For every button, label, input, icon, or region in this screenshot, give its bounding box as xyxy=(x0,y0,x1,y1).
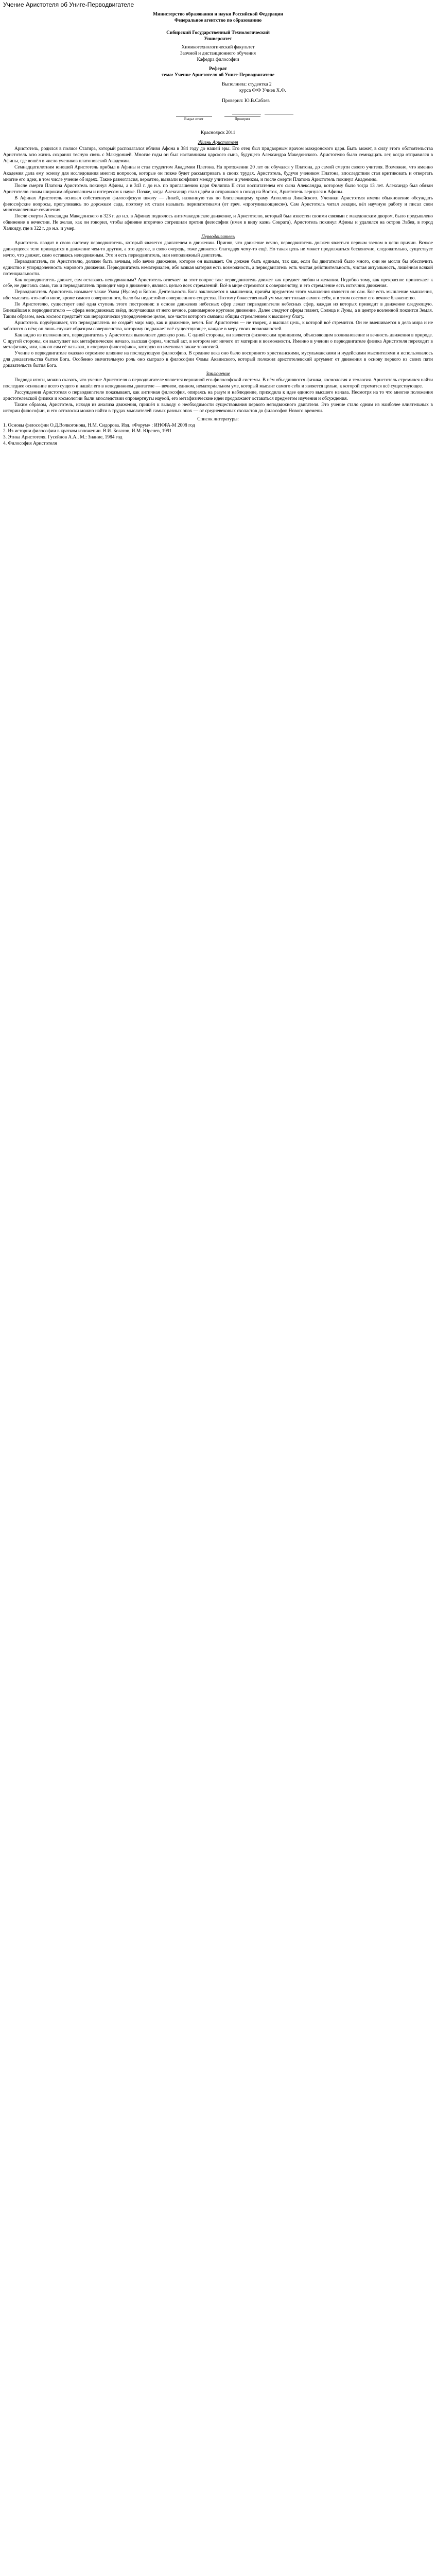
course-label: курса xyxy=(239,88,251,93)
study-form: Заочной и дистанционного обучения xyxy=(180,51,256,56)
paragraph: Как перводвигатель движет, сам оставаясь неподвижным? Аристотель отвечает на этот вопрос так: перводвигатель движет как предмет любви и желания. Подобно тому, как прекрасное привлекает к себе, не двигаясь само, так и перводвигатель приводит мир в движение, являясь целью всех стремлений. Всё в мире стремится к совершенству, и это стремление есть источник движения. xyxy=(3,277,433,289)
paragraph: Аристотель подчёркивает, что перводвигатель не создаёт мир: мир, как и движение, вечен. Бог Аристотеля — не творец, а высшая цель, к которой всё стремится. Он не вмешивается в дела мира и не заботится о нём; он лишь служит образцом совершенства, которому подражает всё существующее, каждое в меру своих возможностей. xyxy=(3,320,433,332)
paragraph: Перводвигатель Аристотель называет также Умом (Нусом) и Богом. Деятельность Бога заключается в мышлении, причём предметом этого мышления является он сам. Бог есть мышление мышления, ибо мыслить что-либо иное, кроме самого совершенного, было бы недостойно совершенного существа. Поэтому божественный ум мыслит только самого себя, и в этом состоит его вечное блаженство. xyxy=(3,290,433,301)
title-page xyxy=(3,11,433,78)
paragraph: Рассуждения Аристотеля о перводвигателе показывают, как античная философия, опираясь на разум и наблюдение, приходила к идее единого высшего начала. Несмотря на то что многие положения аристотелевской физики и космологии были впоследствии опровергнуты наукой, его метафизические идеи продолжают оставаться предметом изучения и обсуждения. xyxy=(3,389,433,401)
paragraph: Аристотель, родился в полисе Стагира, который располагался вблизи Афона в 384 году до нашей эры. Его отец был придворным врачом македонского царя. Быть может, в силу этого обстоятельства Аристотель всю жизнь сохранял тесную связь с Македонией. Многие годы он был наставником царского сына, будущего Александра Македонского. Аристотелю было семнадцать лет, когда отправился в Афины, где вошёл в число учеников платоновской Академии. xyxy=(3,146,433,164)
sign-caption-2: Проверил xyxy=(224,116,260,121)
ministry-line-2: Федеральное агентство по образованию xyxy=(174,18,262,23)
section-heading: Перводвигатель xyxy=(201,234,235,240)
section-life xyxy=(3,140,433,232)
section-heading: Заключение xyxy=(206,371,230,377)
paragraph: После смерти Александра Македонского в 323 г. до н.э. в Афинах поднялось антимакедонское движение, и Аристотелю, который был известен своими связями с македонским двором, было предъявлено обвинение в нечестии. Не желая, как он говорил, чтобы афиняне вторично согрешили против философии (имея в виду казнь Сократа), Аристотель покинул Афины и удалился на остров Эвбея, в город Халкиду, где в 322 г. до н.э. и умер. xyxy=(3,214,433,232)
group: Ф/Ф Учиев Х.Ф. xyxy=(252,88,286,93)
signature-captions xyxy=(3,116,433,121)
paragraph: Перводвигатель, по Аристотелю, должен быть вечным, ибо вечно движение, которое он вызывает. Он должен быть единым, так как, если бы двигателей было много, они не могли бы обеспечить единство и упорядоченность мирового движения. Перводвигатель нематериален, ибо всякая материя есть возможность, а перводвигатель есть чистая действительность, чистая актуальность, лишённая всякой потенциальности. xyxy=(3,259,433,277)
section-conclusion xyxy=(3,371,433,414)
references-section xyxy=(3,417,433,448)
doc-type: Реферат xyxy=(209,66,227,72)
sign-caption-1: Выдал ответ xyxy=(176,116,212,121)
paragraph: Подводя итоги, можно сказать, что учение Аристотеля о перводвигателе является вершиной его философской системы. В нём объединяются физика, космология и теология. Аристотель стремился найти последнее основание всего сущего и нашёл его в неподвижном двигателе — вечном, едином, нематериальном уме, который мыслит самого себя и является целью, к которой стремится всё существующее. xyxy=(3,378,433,389)
paragraph: В Афинах Аристотель основал собственную философскую школу — Ликей, названную так по близлежащему храму Аполлона Ликейского. Ученики Аристотеля имели обыкновение обсуждать философские вопросы, прогуливаясь по дорожкам сада, поэтому их стали называть перипатетиками (от греч. «прогуливающиеся»). Сам Аристотель читал лекции, вёл научную работу и писал свои многочисленные сочинения. xyxy=(3,195,433,213)
university-line-2: Университет xyxy=(204,37,232,42)
references-list xyxy=(3,423,433,448)
faculty: Химикотехнологический факультет xyxy=(181,45,255,50)
signature-line-1 xyxy=(232,109,261,114)
signature-line-2 xyxy=(265,109,293,114)
reference-item: 1. Основы философии О.Д.Волкогонова, Н.М. Сидорова. Изд. «Форум» : ИНФРА-М 2008 год xyxy=(3,422,195,428)
department: Кафедра философии xyxy=(197,57,239,62)
paragraph: Как видно из изложенного, перводвигатель у Аристотеля выполняет двоякую роль. С одной стороны, он является физическим принципом, объясняющим возникновение и вечность движения в природе. С другой стороны, он выступает как метафизическое начало, высшая форма, чистый акт, в котором нет ничего от материи и возможности. Именно в учении о перводвигателе физика Аристотеля переходит в метафизику, или, как он сам её называл, в «первую философию», которую он именовал также теологией. xyxy=(3,332,433,350)
paragraph: Семнадцатилетним юношей Аристотель прибыл в Афины и стал студентом Академии Платона. На протяжении 20 лет он обучался у Платона, до самой смерти своего учителя. Возможно, что именно Академия дала ему основу для исследования многих вопросов, которые он позже будет рассматривать в своих трудах. Аристотель, будучи учеником Платона, впоследствии стал критиковать и отвергать многие его идеи, в том числе учение об идеях. Такие разногласия, вероятно, вызвали конфликт между учителем и учеником, и после смерти Платона Аристотель покинул Академию. xyxy=(3,165,433,182)
paragraph: Учение о перводвигателе оказало огромное влияние на последующую философию. В средние века оно было воспринято христианскими, мусульманскими и иудейскими мыслителями и использовалось для доказательства бытия Бога. Особенно значительную роль оно сыграло в философии Фомы Аквинского, который положил аристотелевский аргумент от движения в основу первого из своих пяти доказательств бытия Бога. xyxy=(3,351,433,369)
paragraph: После смерти Платона Аристотель покинул Афины, а в 343 г. до н.э. по приглашению царя Филиппа II стал воспитателем его сына Александра, которому было тогда 13 лет. Александр был обязан Аристотелю своим широким образованием и интересом к науке. Позже, когда Александр стал царём и отправился в поход на Восток, Аристотель вернулся в Афины. xyxy=(3,183,433,195)
city-year: Красноярск 2011 xyxy=(200,130,236,135)
references-heading: Список литературы: xyxy=(197,416,239,422)
university-line-1: Сибирский Государственный Технологический xyxy=(166,30,270,36)
section-heading: Жизнь Аристотеля xyxy=(198,140,238,146)
paragraph: По Аристотелю, существует ещё одна ступень этого построения: в основе движения небесных сфер лежат перводвигатели небесных сфер, каждая из которых приводит в движение следующую. Ближайшая к перводвигателю — сфера неподвижных звёзд, получающая от него вечное, равномерное круговое движение. Далее следуют сферы планет, Солнца и Луны, а в центре вселенной покоится Земля. Таким образом, весь космос предстаёт как иерархически упорядоченное целое, все части которого связаны общим стремлением к высшему благу. xyxy=(3,302,433,319)
paragraph: Аристотель вводит в свою систему перводвигатель, который является двигателем в движении. Приняв, что движение вечно, перводвигатель должен являться первым звеном в цепи причин. Всякое движущееся тело приводится в движение чем-то другим, а это другое, в свою очередь, тоже движется благодаря чему-то ещё. Но такая цепь не может продолжаться бесконечно, следовательно, существует нечто, что движет, само оставаясь неподвижным. Это и есть перводвигатель, или неподвижный двигатель. xyxy=(3,241,433,258)
ministry-line-1: Министерство образования и науки Российской Федерации xyxy=(153,12,283,17)
reference-item: 2. Из истории философии в кратком изложении. В.И. Богатов, И.М. Юренев, 1991 xyxy=(3,429,172,434)
reference-item: 4. Философия Аристотеля xyxy=(3,441,57,447)
section-prime-mover xyxy=(3,234,433,369)
checked-by: Проверил: Ю.В.Саблев xyxy=(222,98,270,104)
paragraph: Таким образом, Аристотель, исходя из анализа движения, пришёл к выводу о необходимости существования первого неподвижного двигателя. Это учение стало одним из наиболее влиятельных в истории философии, и его отголоски можно найти в трудах мыслителей самых разных эпох — от средневековых схоластов до философов Нового времени. xyxy=(3,402,433,414)
performed-by: Выполнила: студентка 2 xyxy=(222,82,272,87)
page-title: Учение Аристотеля об Униге-Перводвигателе xyxy=(3,1,134,8)
topic: тема: Учение Аристотеля об Униге-Перводвигателе xyxy=(161,73,275,78)
author-block xyxy=(3,81,433,114)
reference-item: 3. Этика Аристотеля. Гусейнов А.А., М.: Знание, 1984 год xyxy=(3,435,123,440)
